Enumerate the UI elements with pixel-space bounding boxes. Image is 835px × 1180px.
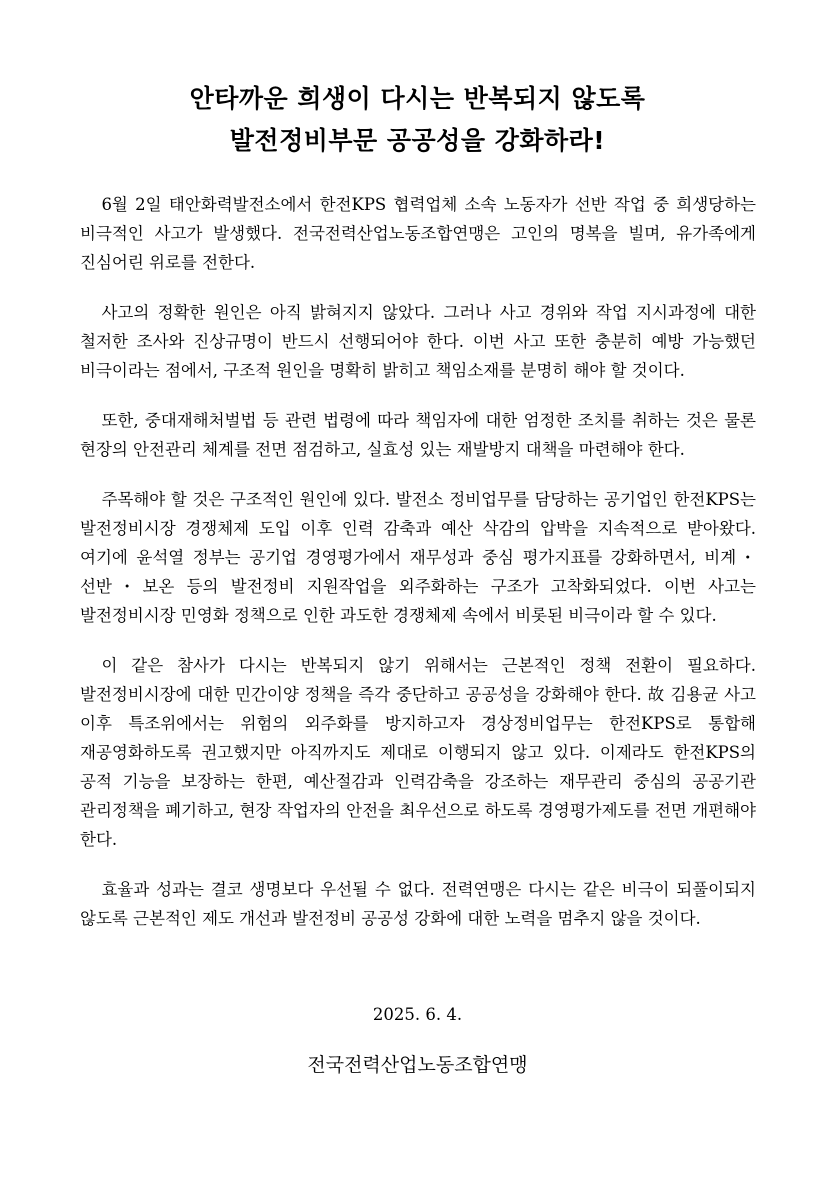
paragraph-closing: 효율과 성과는 결코 생명보다 우선될 수 없다. 전력연맹은 다시는 같은 비극이 되풀이되지 않도록 근본적인 제도 개선과 발전정비 공공성 강화에 대한 노력을 멈추지 않을 것이다. bbox=[80, 880, 756, 928]
paragraph-structural-cause: 주목해야 할 것은 구조적인 원인에 있다. 발전소 정비업무를 담당하는 공기업인 한전KPS는 발전정비시장 경쟁체제 도입 이후 인력 감축과 예산 삭감의 압박을 지속적으로 받아왔다. 여기에 윤석열 정부는 공기업 경영평가에서 재무성과 중심 평가지표를 강화하면서, 비계・선반・보온 등의 발전정비 지원작업을 외주화하는 구조가 고착화되었다. 이번 사고는 발전정비시장 민영화 정책으로 인한 과도한 경쟁체제 속에서 비롯된 비극이라 할 수 있다. bbox=[80, 490, 756, 625]
paragraph-investigation: 사고의 정확한 원인은 아직 밝혀지지 않았다. 그러나 사고 경위와 작업 지시과정에 대한 철저한 조사와 진상규명이 반드시 선행되어야 한다. 이번 사고 또한 충분히 예방 가능했던 비극이라는 점에서, 구조적 원인을 명확히 밝히고 책임소재를 분명히 해야 할 것이다. bbox=[80, 303, 756, 380]
statement-body bbox=[80, 190, 756, 954]
organization-signature: 전국전력산업노동조합연맹 bbox=[307, 1054, 528, 1076]
paragraph-condolence: 6월 2일 태안화력발전소에서 한전KPS 협력업체 소속 노동자가 선반 작업 중 희생당하는 비극적인 사고가 발생했다. 전국전력산업노동조합연맹은 고인의 명복을 빌며, 유가족에게 진심어린 위로를 전한다. bbox=[80, 195, 756, 272]
paragraph-policy-demand: 이 같은 참사가 다시는 반복되지 않기 위해서는 근본적인 정책 전환이 필요하다. 발전정비시장에 대한 민간이양 정책을 즉각 중단하고 공공성을 강화해야 한다. 故 김용균 사고 이후 특조위에서는 위험의 외주화를 방지하고자 경상정비업무는 한전KPS로 통합해 재공영화하도록 권고했지만 아직까지도 제대로 이행되지 않고 있다. 이제라도 한전KPS의 공적 기능을 보장하는 한편, 예산절감과 인력감축을 강조하는 재무관리 중심의 공공기관 관리정책을 폐기하고, 현장 작업자의 안전을 최우선으로 하도록 경영평가제도를 전면 개편해야 한다. bbox=[80, 656, 756, 849]
statement-date: 2025. 6. 4. bbox=[372, 1005, 463, 1024]
title-line-1: 안타까운 희생이 다시는 반복되지 않도록 bbox=[189, 84, 646, 113]
paragraph-accountability: 또한, 중대재해처벌법 등 관련 법령에 따라 책임자에 대한 엄정한 조치를 취하는 것은 물론 현장의 안전관리 체계를 전면 점검하고, 실효성 있는 재발방지 대책을 마련해야 한다. bbox=[80, 411, 756, 459]
title-line-2: 발전정비부문 공공성을 강화하라! bbox=[229, 126, 606, 155]
